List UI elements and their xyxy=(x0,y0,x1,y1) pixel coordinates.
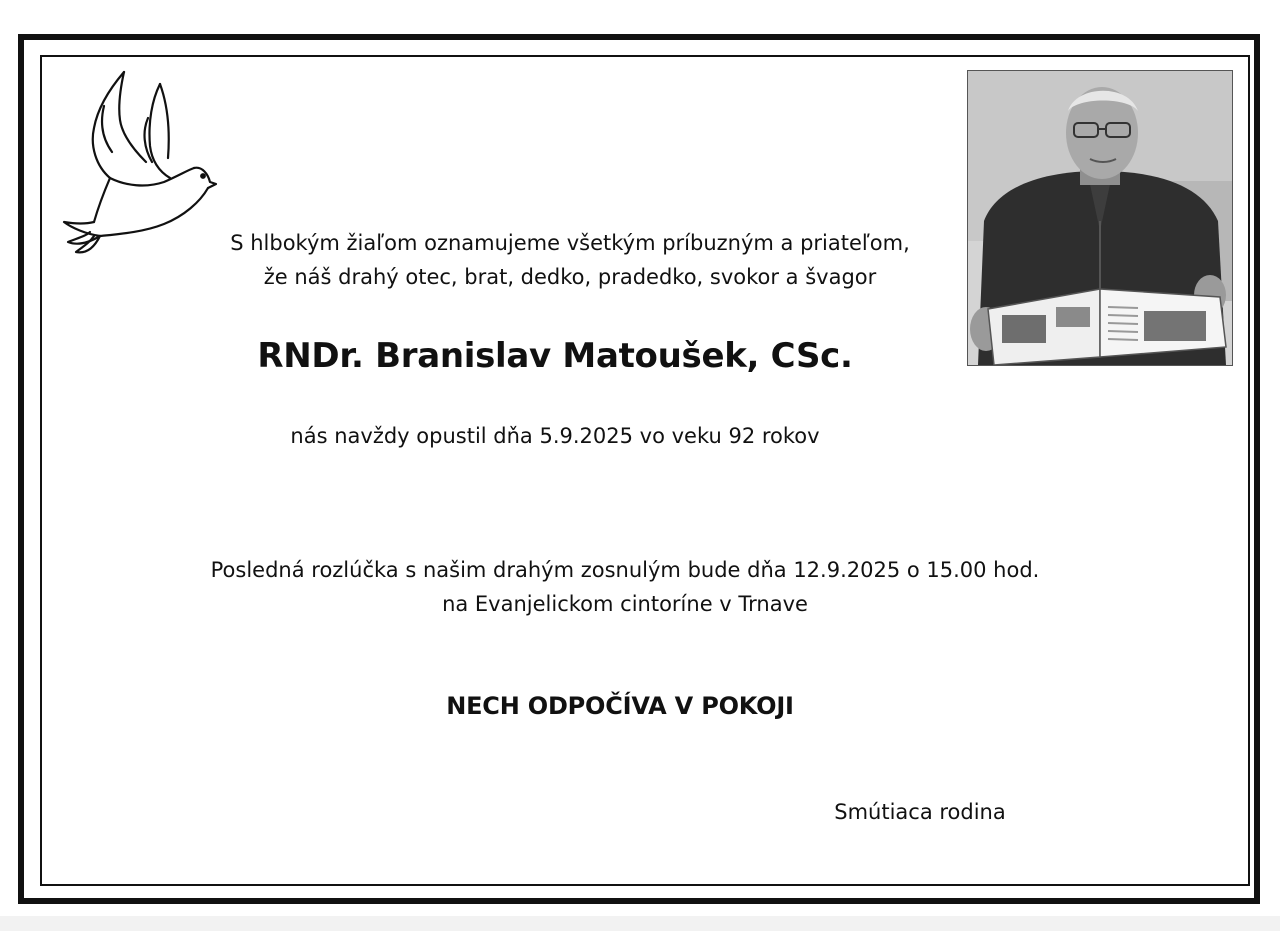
funeral-line-2: na Evanjelickom cintoríne v Trnave xyxy=(442,592,808,616)
family-signature: Smútiaca rodina xyxy=(834,800,1006,824)
intro-line-2: že náš drahý otec, brat, dedko, pradedko, svokor a švagor xyxy=(263,265,877,289)
portrait-photo xyxy=(967,70,1233,366)
death-date-line: nás navždy opustil dňa 5.9.2025 vo veku 92 rokov xyxy=(290,424,820,448)
intro-line-1: S hlbokým žiaľom oznamujeme všetkým príbuzným a priateľom, xyxy=(230,231,910,255)
deceased-name: RNDr. Branislav Matoušek, CSc. xyxy=(257,336,853,376)
rest-in-peace-heading: NECH ODPOČÍVA V POKOJI xyxy=(446,692,794,720)
funeral-details xyxy=(100,553,1150,621)
announcement-intro xyxy=(140,226,1000,294)
funeral-line-1: Posledná rozlúčka s našim drahým zosnulým bude dňa 12.9.2025 o 15.00 hod. xyxy=(210,558,1040,582)
